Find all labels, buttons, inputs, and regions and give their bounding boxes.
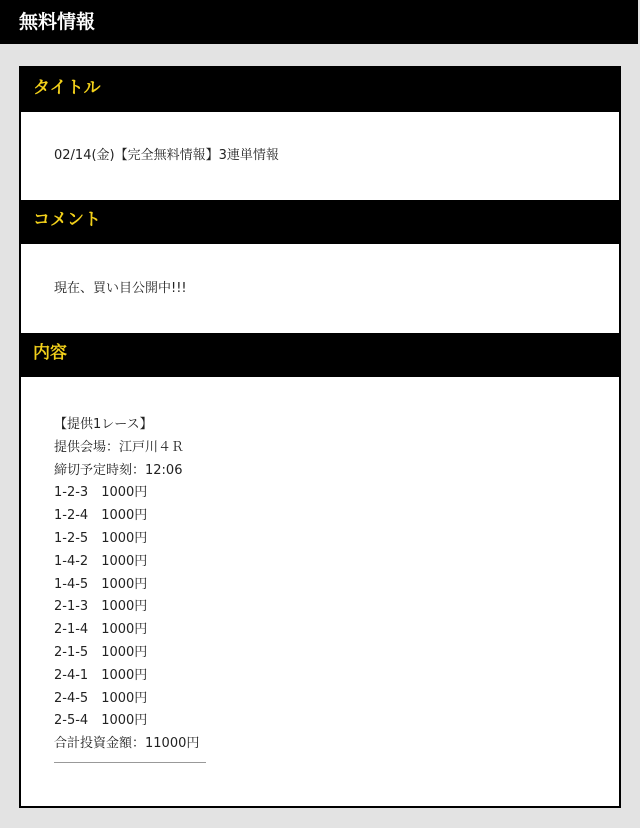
title-text: 02/14(金)【完全無料情報】3連単情報 [54,148,279,163]
content-line-bet: 1-4-2 1000円 [54,553,148,569]
section-body-title [21,112,619,200]
section-heading-content: 内容 [33,343,67,363]
section-header-comment [21,200,619,244]
section-heading-comment: コメント [33,210,101,230]
content-line-bet: 1-2-5 1000円 [54,530,148,546]
content-line-bet: 2-4-1 1000円 [54,667,148,683]
page-header [0,0,638,44]
section-heading-title: タイトル [33,78,101,98]
section-header-content [21,333,619,377]
section-body-comment [21,245,619,332]
content-line-bet: 2-1-5 1000円 [54,644,148,660]
content-line-header: 【提供1レース】 [54,417,153,432]
content-line-bet: 1-2-3 1000円 [54,485,148,501]
comment-text: 現在、買い目公開中!!! [54,281,187,296]
content-line-venue: 提供会場：江戸川４Ｒ [54,439,185,455]
content-lines [54,414,199,756]
content-divider [54,762,206,763]
content-line-bet: 2-1-4 1000円 [54,622,148,638]
content-line-bet: 1-2-4 1000円 [54,508,148,524]
content-line-total: 合計投資金額：11000円 [54,736,200,752]
section-header-title [21,68,619,112]
content-line-bet: 2-5-4 1000円 [54,713,148,729]
content-line-bet: 1-4-5 1000円 [54,576,148,592]
page-title: 無料情報 [19,11,96,33]
content-line-deadline: 締切予定時刻：12:06 [54,462,183,478]
section-body-content [21,378,619,806]
content-line-bet: 2-4-5 1000円 [54,690,148,706]
info-card [19,66,621,808]
content-line-bet: 2-1-3 1000円 [54,599,148,615]
